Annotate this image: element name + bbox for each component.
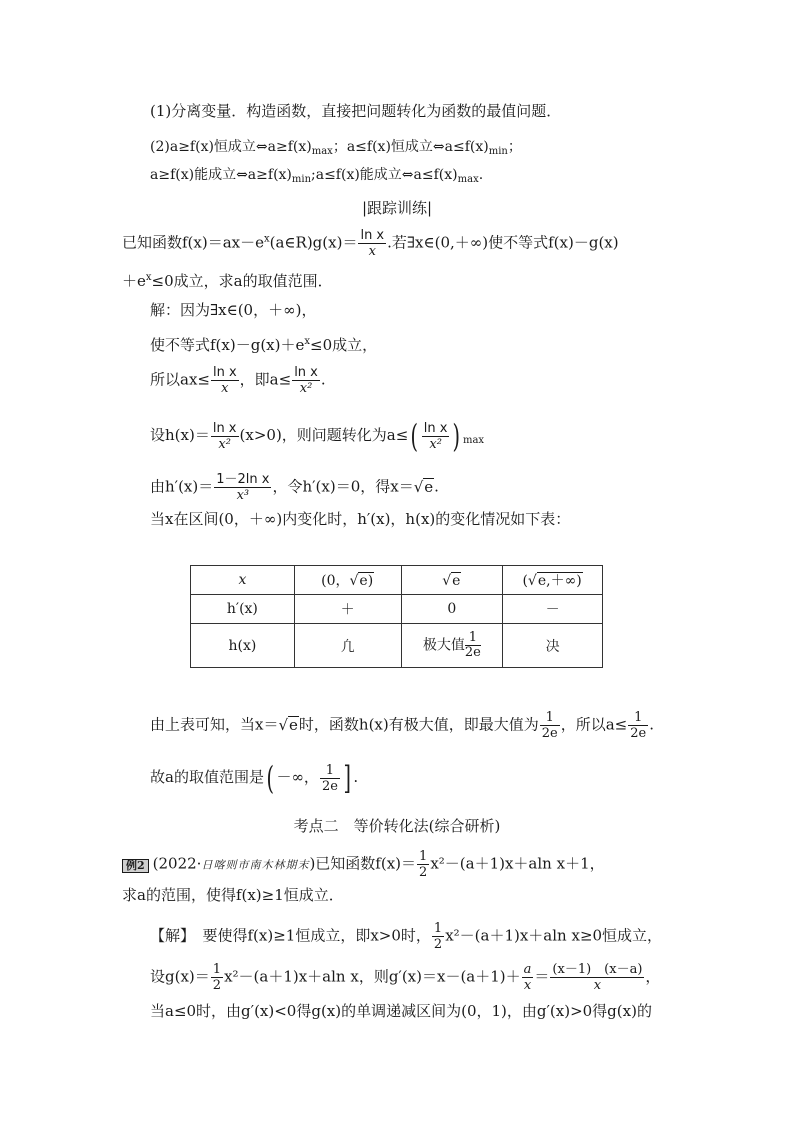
fraction: $\frac{1}{2e}$ [321,762,338,794]
sqrt-symbol: √e [413,477,434,496]
tracking-title: |跟踪训练| [361,199,433,217]
table-row [191,595,603,624]
fraction: $\frac{\text{1－2ln x}}{\text{x³}}$ [216,472,270,503]
method-line-1: (1)分离变量．构造函数，直接把问题转化为函数的最值问题． [150,102,562,120]
table-cell: 0 [401,595,503,624]
conclusion-line-2: 故a的取值范围是( －∞， $\frac{1}{2e}$ ] . [150,759,359,797]
table-cell: 决 [503,624,603,668]
fraction: $\frac{1}{2e}$ [541,710,558,741]
table-row [191,566,603,595]
conclusion-line-1: 由上表可知，当x＝√e时，函数h(x)有极大值，即最大值为 $\frac{1}{2e}$ ，所以a≤ $\frac{1}{2e}$ . [150,710,654,741]
table-cell: ＋ [294,595,401,624]
fraction: $\frac{a}{x}$ [523,962,532,993]
variation-table [190,565,603,668]
example-line-2: 求a的范围，使得f(x)≥1恒成立． [122,886,344,904]
method-line-2: (2)a≥f(x)恒成立$\Leftrightarrow a\ge f(x)_{max}$；a≤f(x)恒成立$\Leftrightarrow a\le f(x)_{min}$； [150,139,522,157]
fraction: $\frac{\text{ln x}}{\text{x²}}$ [423,420,448,452]
table-cell: (0，√e) [294,566,401,595]
solution-line-2: 使不等式$f(x)-g(x)+e^x\le 0$成立， [150,336,378,354]
table-cell: 凢 [294,624,401,668]
fraction: $\frac{1}{2}$ [433,921,443,952]
table-cell: h′(x) [191,595,295,624]
table-cell: h(x) [191,624,295,668]
solution-line-3: 所以ax≤ $\frac{\text{ln x}}{x}$ ，即a≤ $\frac{\text{ln x}}{\text{x²}}$ . [150,365,326,396]
table-cell: √e [401,566,503,595]
answer-line-1: 【解】 要使得f(x)≥1恒成立，即x>0时， $\frac{1}{2}$ x²－(a＋1)x＋aln x≥0恒成立， [150,921,663,952]
solution-line-4: 设h(x)＝ $\frac{\text{ln x}}{\text{x²}}$ (x>0)，则问题转化为a≤( $\frac{\text{ln x}}{\text{x²}}$ ) $_{max}$ [150,417,485,455]
fraction: $\frac{1}{2e}$ [630,710,647,741]
fraction: $\frac{\text{ln x}}{\text{x²}}$ [212,420,237,452]
method-line-3: a≥f(x)能成立$\Leftrightarrow a\ge f(x)_{min};a\le f(x)$能成立$\Leftrightarrow a\le f(x)_{max}$. [150,167,484,185]
table-row [191,624,603,668]
solution-line-5: 由h′(x)＝ $\frac{\text{1－2ln x}}{\text{x³}}$ ，令h′(x)＝0，得x＝√e. [150,472,439,503]
answer-line-2: 设g(x)＝ $\frac{1}{2}$ x²－(a＋1)x＋aln x，则g′(x)＝x－(a＋1)＋ $\frac{a}{x}$ ＝ $\frac{(x-1) (x-a)}{x}$ ， [150,962,661,993]
table-cell: 极大值 $\frac{1}{2e}$ [401,624,503,668]
table-cell: (√e,＋∞) [503,566,603,595]
fraction: $\frac{1}{2}$ [212,962,222,993]
example-line-1: 例2 (2022·日喀则市南木林期末)已知函数f(x)＝ $\frac{1}{2}$ x²－(a＋1)x＋aln x＋1， [122,849,605,880]
fraction: $\frac{\text{ln x}}{\text{x²}}$ [294,365,318,396]
fraction: $\frac{\text{ln x}}{x}$ [360,228,385,259]
fraction: $\frac{1}{2}$ [419,849,428,880]
problem-line-2: $+e^x\le 0$成立，求a的取值范围． [122,272,333,290]
fraction: $\frac{(x-1) (x-a)}{x}$ [552,962,643,993]
section-title: 考点二 等价转化法(综合研析) [293,817,501,835]
solution-line-1: 解：因为∃x∈(0，＋∞)， [150,301,317,319]
example-badge: 例2 [122,859,149,873]
table-cell: x [191,566,295,595]
fraction: $\frac{\text{ln x}}{x}$ [212,365,237,396]
answer-line-3: 当a≤0时，由g′(x)<0得g(x)的单调递减区间为(0，1)，由g′(x)>0得g(x)的 [150,1002,652,1020]
table-cell: － [503,595,603,624]
problem-line-1: 已知函数$f(x)=ax-e^x(a\in R)g(x)=$ $\frac{\text{ln x}}{x}$ .若∃x∈(0,＋∞)使不等式f(x)－g(x) [122,228,619,259]
solution-line-6: 当x在区间(0，＋∞)内变化时，h′(x)，h(x)的变化情况如下表： [150,510,571,528]
